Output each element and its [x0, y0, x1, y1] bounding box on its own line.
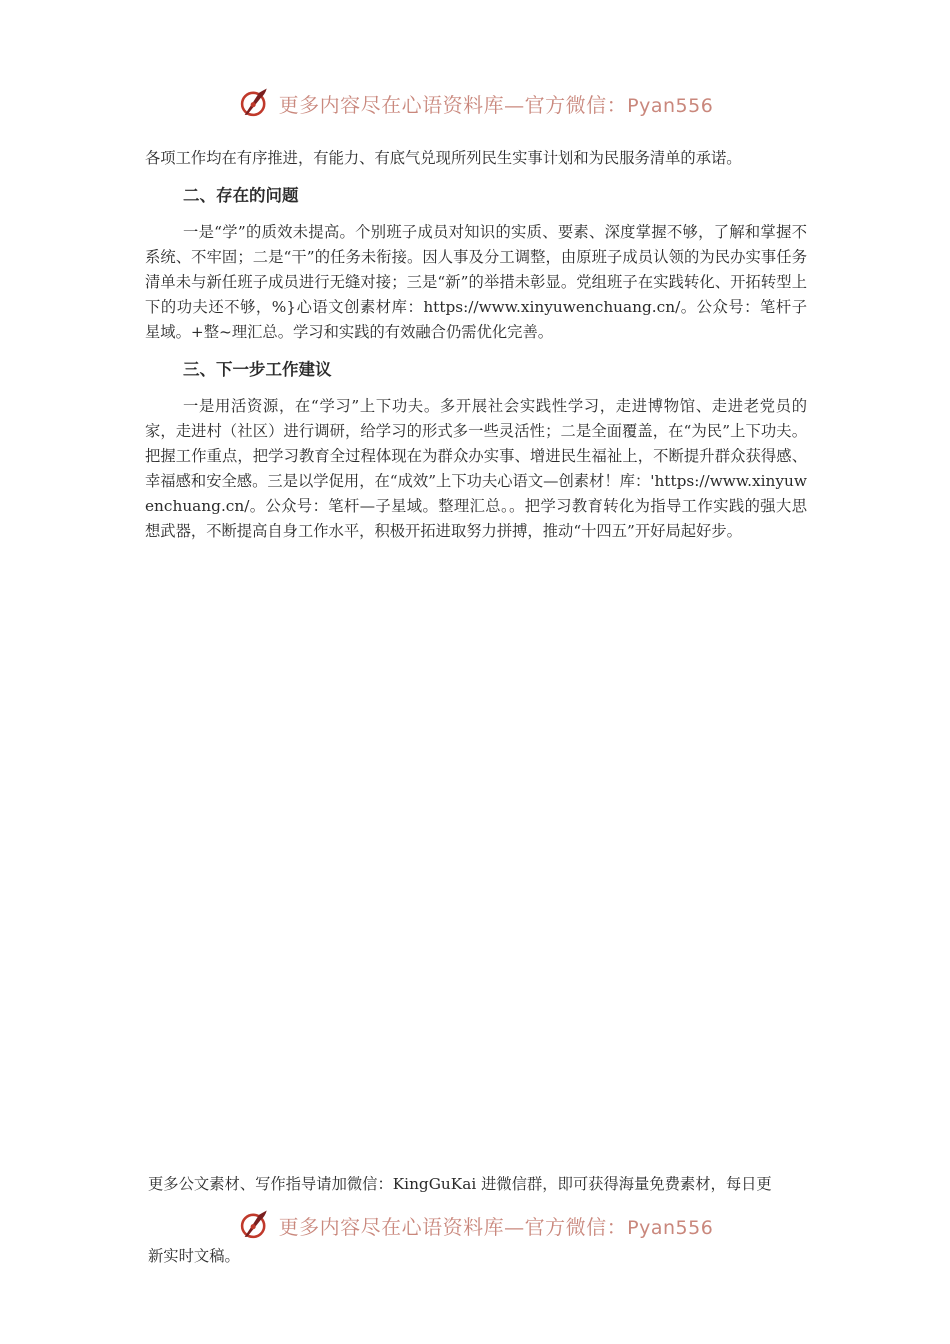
intro-paragraph: 各项工作均在有序推进，有能力、有底气兑现所列民生实事计划和为民服务清单的承诺。 [145, 149, 742, 167]
footer-note: 更多公文素材、写作指导请加微信：KingGuKai 进微信群，即可获得海量免费素材，每日更 [148, 1175, 772, 1193]
document-body [145, 146, 807, 544]
watermark-text: 更多内容尽在心语资料库—官方微信：Pyan556 [278, 1214, 714, 1239]
section-heading-next-steps: 三、下一步工作建议 [183, 360, 332, 379]
footer-note-continued: 新实时文稿。 [148, 1247, 240, 1265]
quill-pen-circle-logo-icon [237, 1208, 271, 1242]
watermark-text: 更多内容尽在心语资料库—官方微信：Pyan556 [278, 92, 714, 117]
section-body-next-steps: 一是用活资源，在“学习”上下功夫。多开展社会实践性学习，走进博物馆、走进老党员的家，走进村（社区）进行调研，给学习的形式多一些灵活性；二是全面覆盖，在“为民”上下功夫。把握工作重点，把学习教育全过程体现在为群众办实事、增进民生福祉上，不断提升群众获得感、幸福感和安全感。三是以学促用，在“成效”上下功夫心语文—创素材！库：'https://www.xinyuwenchuang.cn/。公众号：笔杆—子星域。整理汇总。。把学习教育转化为指导工作实践的强大思想武器，不断提高自身工作水平，积极开拓进取努力拼搏，推动“十四五”开好局起好步。 [145, 397, 807, 540]
footer-watermark [0, 1208, 950, 1242]
watermark-account: Pyan556 [627, 94, 714, 117]
quill-pen-circle-logo-icon [237, 86, 271, 120]
section-heading-problems: 二、存在的问题 [183, 186, 299, 205]
header-watermark [0, 86, 950, 120]
section-body-problems: 一是“学”的质效未提高。个别班子成员对知识的实质、要素、深度掌握不够，了解和掌握不系统、不牢固；二是“干”的任务未衔接。因人事及分工调整，由原班子成员认领的为民办实事任务清单未与新任班子成员进行无缝对接；三是“新”的举措未彰显。党组班子在实践转化、开拓转型上下的功夫还不够，%}心语文创素材库：https://www.xinyuwenchuang.cn/。公众号：笔杆子星域。+整~理汇总。学习和实践的有效融合仍需优化完善。 [145, 223, 807, 341]
watermark-account: Pyan556 [627, 1216, 714, 1239]
